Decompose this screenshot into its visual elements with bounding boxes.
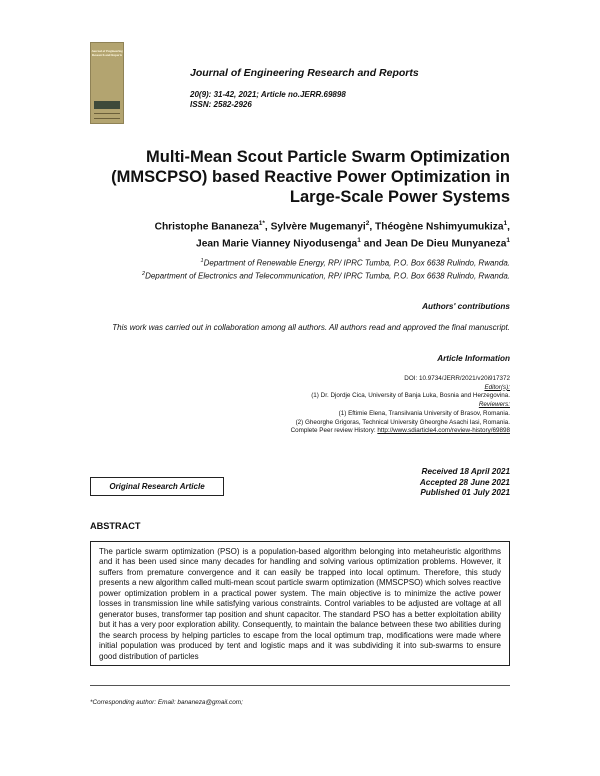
published-date: Published 01 July 2021: [420, 488, 510, 497]
affiliation-mark: 2: [142, 271, 146, 278]
author-affiliation-mark: 1: [503, 220, 508, 227]
affiliation-text: Department of Renewable Energy, RP/ IPRC Tumba, P.O. Box 6638 Rulindo, Rwanda.: [203, 258, 510, 268]
author-separator: ,: [264, 221, 271, 233]
review-history-label: Complete Peer review History:: [290, 427, 378, 435]
issn-line: ISSN: 2582-2926: [190, 100, 252, 109]
author-affiliation-mark: 1*: [258, 220, 265, 227]
cover-decoration: [94, 101, 120, 109]
author-line: [70, 217, 510, 234]
publication-dates: [420, 467, 510, 499]
reviewer-entry: (2) Gheorghe Grigoras, Technical University Gheorghe Asachi Iasi, Romania.: [295, 418, 510, 426]
author-name: Sylvère Mugemanyi: [270, 221, 366, 233]
author-list: [70, 217, 510, 252]
author-separator: ,: [369, 221, 376, 233]
title-line: Multi-Mean Scout Particle Swarm Optimization: [146, 148, 510, 166]
title-line: Large-Scale Power Systems: [289, 188, 510, 206]
journal-cover-thumbnail: [90, 42, 124, 124]
received-date: Received 18 April 2021: [421, 467, 510, 476]
author-name: Christophe Bananeza: [154, 221, 259, 233]
footnote-divider: [90, 685, 510, 686]
affiliation: [70, 269, 510, 282]
editor-entry: (1) Dr. Djordje Cica, University of Banja Luka, Bosnia and Herzegovina.: [311, 392, 510, 400]
reviewers-label: Reviewers:: [478, 401, 510, 409]
doi: DOI: 10.9734/JERR/2021/v20i917372: [404, 375, 510, 382]
article-type-badge: Original Research Article: [90, 477, 224, 496]
title-line: (MMSCPSO) based Reactive Power Optimization in: [111, 168, 510, 186]
article-info: [70, 375, 510, 436]
paper-title: [90, 147, 510, 207]
author-name: Théogène Nshimyumukiza: [375, 221, 504, 233]
affiliations: [70, 256, 510, 282]
reviewer-entry: (1) Eftimie Elena, Transilvania University of Brasov, Romania.: [338, 409, 510, 417]
cover-decoration-lines: [94, 113, 120, 119]
review-history-link[interactable]: http://www.sdiarticle4.com/review-history/69898: [377, 427, 510, 435]
affiliation-text: Department of Electronics and Telecommunication, RP/ IPRC Tumba, P.O. Box 6638 Rulindo, Rwanda.: [145, 271, 510, 281]
contributions-heading: Authors' contributions: [422, 302, 510, 311]
author-line: [70, 234, 510, 251]
affiliation: [70, 256, 510, 269]
author-separator: and: [360, 238, 385, 250]
journal-name: Journal of Engineering Research and Reports: [190, 67, 419, 79]
accepted-date: Accepted 28 June 2021: [419, 477, 510, 487]
author-affiliation-mark: 2: [365, 220, 370, 227]
journal-volume-block: [190, 90, 346, 110]
abstract-box: [90, 541, 510, 666]
author-name: Jean Marie Vianney Niyodusenga: [196, 238, 358, 250]
volume-line: 20(9): 31-42, 2021; Article no.JERR.69898: [190, 90, 346, 99]
abstract-text: The particle swarm optimization (PSO) is a population-based algorithm belonging into metaheuristic algorithms and it has been used since many decades for handling and solving various optimization problems. However, it suffers from premature convergence and it can easily be trapped into local optimum. Therefore, this study presents a new algorithm called multi-mean scout particle swarm optimization (MMSCPSO) which solves reactive power optimization problem in a practical power system. The main objective is to minimize the active power losses in transmission line while satisfying various constraints. Control variables to be adjusted are voltage at all generator buses, transformer tap position and shunt capacitor. The standard PSO has a better exploitation ability but it has a very poor exploration ability. Consequently, to maintain the balance between these two abilities during the search process by helping particles to escape from the local optimum trap, modifications were made where initial population was produced by tent and logistic maps and it was subdividing it into sub-swarms to ensure good distribution of particles: [99, 547, 501, 661]
editors-label: Editor(s):: [484, 383, 510, 391]
article-info-heading: Article Information: [437, 354, 510, 363]
affiliation-mark: 1: [200, 258, 204, 264]
author-affiliation-mark: 1: [357, 237, 361, 245]
author-separator: ,: [507, 221, 510, 233]
author-affiliation-mark: 1: [506, 237, 510, 245]
corresponding-author-footnote: *Corresponding author: Email: bananeza@gmail.com;: [90, 699, 243, 706]
cover-title: Journal of Engineering Research and Reports: [91, 49, 123, 57]
abstract-heading: ABSTRACT: [90, 521, 141, 531]
contributions-text: This work was carried out in collaboration among all authors. All authors read and approved the final manuscript.: [112, 323, 510, 332]
author-name: Jean De Dieu Munyaneza: [384, 238, 507, 250]
